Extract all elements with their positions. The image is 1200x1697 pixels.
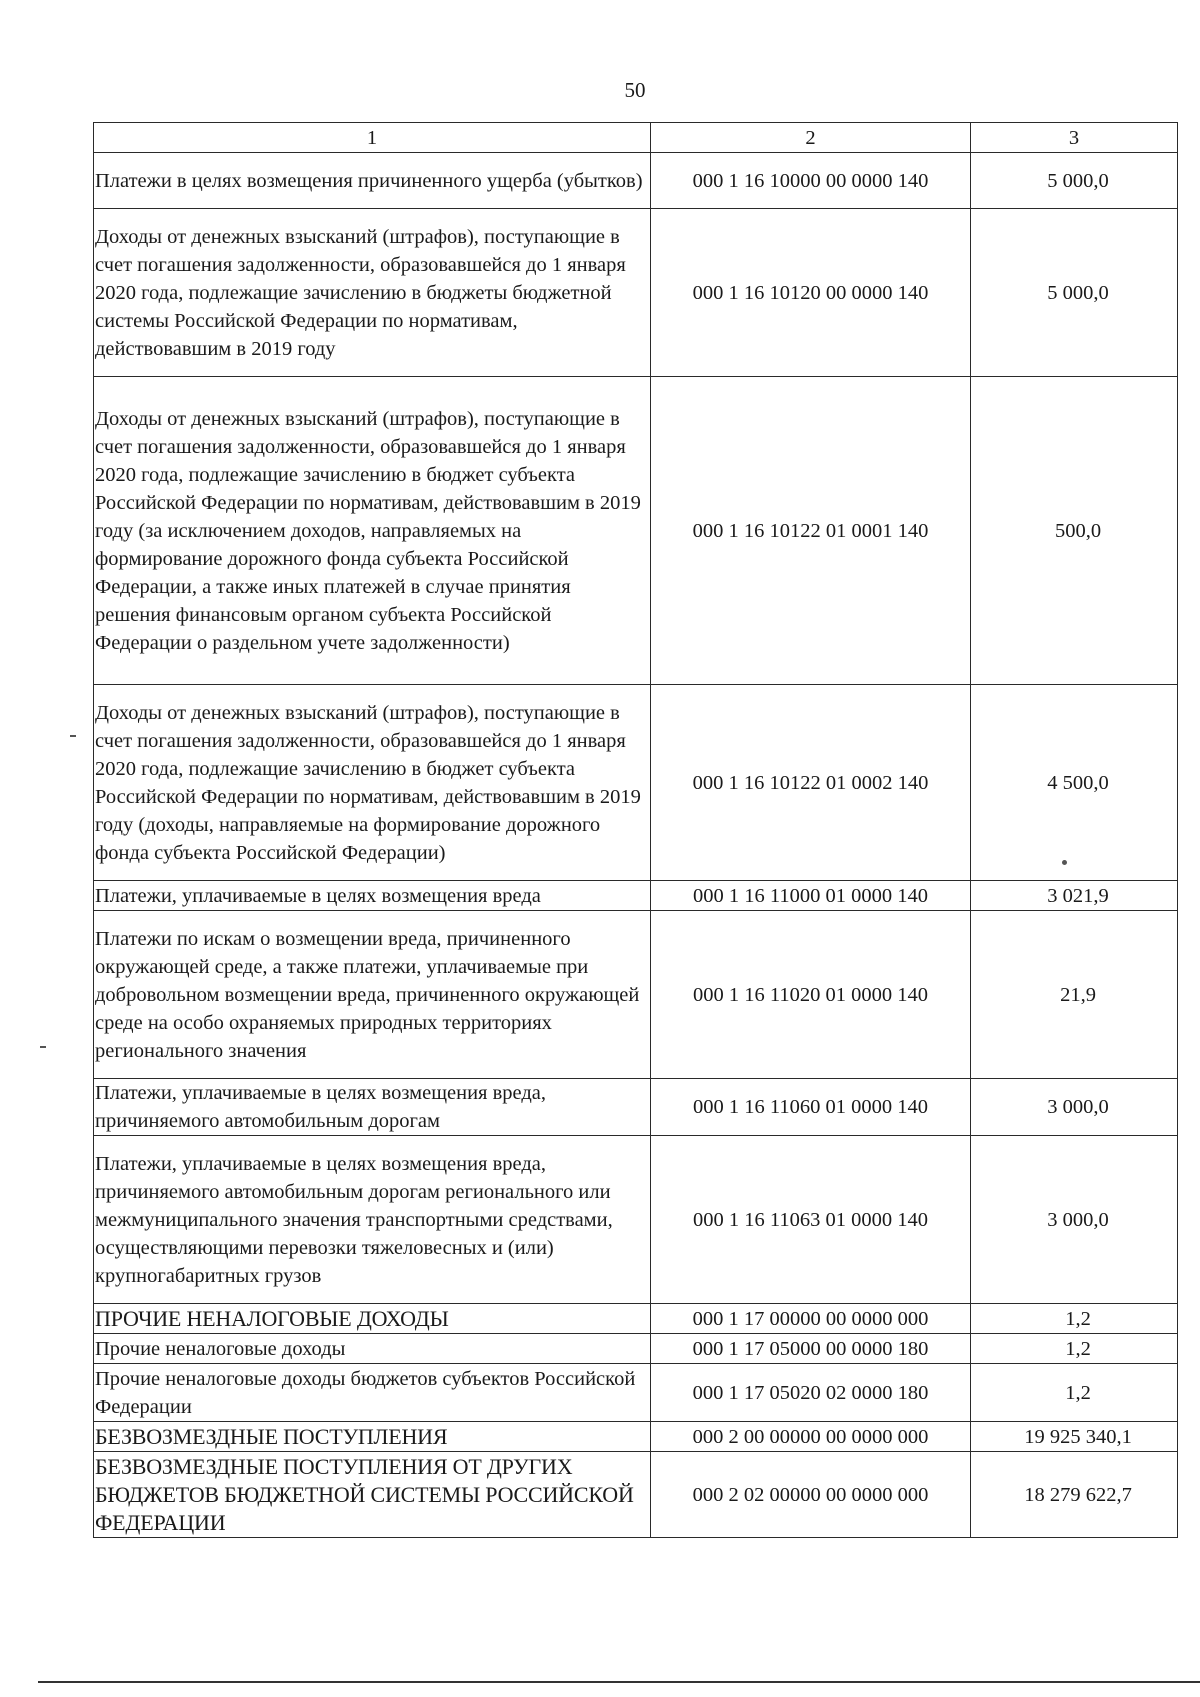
row-name: Платежи в целях возмещения причиненного ущерба (убытков) [94, 153, 651, 209]
bottom-rule [38, 1681, 1200, 1683]
row-code: 000 1 16 11063 01 0000 140 [651, 1136, 971, 1304]
table-row [94, 1304, 1178, 1334]
row-code: 000 1 16 10120 00 0000 140 [651, 209, 971, 377]
row-name: Прочие неналоговые доходы бюджетов субъектов Российской Федерации [94, 1364, 651, 1422]
table-row [94, 1079, 1178, 1136]
row-amount: 21,9 [971, 911, 1178, 1079]
table-row [94, 911, 1178, 1079]
header-row [94, 123, 1178, 153]
scan-mark [1062, 860, 1067, 865]
row-name: Прочие неналоговые доходы [94, 1334, 651, 1364]
row-amount: 3 000,0 [971, 1079, 1178, 1136]
row-amount: 500,0 [971, 377, 1178, 685]
row-code: 000 1 16 10000 00 0000 140 [651, 153, 971, 209]
row-code: 000 1 16 10122 01 0002 140 [651, 685, 971, 881]
table-row [94, 153, 1178, 209]
row-name: БЕЗВОЗМЕЗДНЫЕ ПОСТУПЛЕНИЯ ОТ ДРУГИХ БЮДЖЕТОВ БЮДЖЕТНОЙ СИСТЕМЫ РОССИЙСКОЙ ФЕДЕРАЦИИ [94, 1452, 651, 1538]
scan-mark [70, 735, 76, 737]
row-name: Платежи, уплачиваемые в целях возмещения вреда, причиняемого автомобильным дорогам регионального или межмуниципального значения транспортными средствами, осуществляющими перевозки тяжеловесных и (или) крупногабаритных грузов [94, 1136, 651, 1304]
header-col-2: 2 [651, 123, 971, 153]
page-number: 50 [624, 78, 646, 102]
row-name: Платежи, уплачиваемые в целях возмещения вреда [94, 881, 651, 911]
row-amount: 19 925 340,1 [971, 1422, 1178, 1452]
row-name: ПРОЧИЕ НЕНАЛОГОВЫЕ ДОХОДЫ [94, 1304, 651, 1334]
row-name: Доходы от денежных взысканий (штрафов), поступающие в счет погашения задолженности, образовавшейся до 1 января 2020 года, подлежащие зачислению в бюджеты бюджетной системы Российской Федерации по нормативам, действовавшим в 2019 году [94, 209, 651, 377]
row-code: 000 1 16 11020 01 0000 140 [651, 911, 971, 1079]
row-amount: 18 279 622,7 [971, 1452, 1178, 1538]
row-code: 000 1 17 00000 00 0000 000 [651, 1304, 971, 1334]
row-amount: 1,2 [971, 1304, 1178, 1334]
row-amount: 5 000,0 [971, 153, 1178, 209]
row-amount: 1,2 [971, 1334, 1178, 1364]
table-row [94, 1364, 1178, 1422]
header-col-3: 3 [971, 123, 1178, 153]
row-name: Доходы от денежных взысканий (штрафов), поступающие в счет погашения задолженности, образовавшейся до 1 января 2020 года, подлежащие зачислению в бюджет субъекта Российской Федерации по нормативам, действовавшим в 2019 году (доходы, направляемые на формирование дорожного фонда субъекта Российской Федерации) [94, 685, 651, 881]
row-amount: 5 000,0 [971, 209, 1178, 377]
revenue-table [93, 122, 1178, 1538]
table-row [94, 1452, 1178, 1538]
row-amount: 3 000,0 [971, 1136, 1178, 1304]
table-row [94, 1334, 1178, 1364]
row-code: 000 1 17 05000 00 0000 180 [651, 1334, 971, 1364]
table-row [94, 881, 1178, 911]
row-amount: 3 021,9 [971, 881, 1178, 911]
row-code: 000 2 00 00000 00 0000 000 [651, 1422, 971, 1452]
row-amount: 1,2 [971, 1364, 1178, 1422]
row-amount: 4 500,0 [971, 685, 1178, 881]
table-row [94, 209, 1178, 377]
row-code: 000 1 16 11060 01 0000 140 [651, 1079, 971, 1136]
row-code: 000 2 02 00000 00 0000 000 [651, 1452, 971, 1538]
row-code: 000 1 16 10122 01 0001 140 [651, 377, 971, 685]
scan-mark [40, 1046, 46, 1048]
row-name: БЕЗВОЗМЕЗДНЫЕ ПОСТУПЛЕНИЯ [94, 1422, 651, 1452]
row-name: Доходы от денежных взысканий (штрафов), поступающие в счет погашения задолженности, образовавшейся до 1 января 2020 года, подлежащие зачислению в бюджет субъекта Российской Федерации по нормативам, действовавшим в 2019 году (за исключением доходов, направляемых на формирование дорожного фонда субъекта Российской Федерации, а также иных платежей в случае принятия решения финансовым органом субъекта Российской Федерации о раздельном учете задолженности) [94, 377, 651, 685]
table-header [94, 123, 1178, 153]
table-row [94, 685, 1178, 881]
row-name: Платежи по искам о возмещении вреда, причиненного окружающей среде, а также платежи, уплачиваемые при добровольном возмещении вреда, причиненного окружающей среде на особо охраняемых природных территориях регионального значения [94, 911, 651, 1079]
header-col-1: 1 [94, 123, 651, 153]
table-row [94, 377, 1178, 685]
row-code: 000 1 17 05020 02 0000 180 [651, 1364, 971, 1422]
row-name: Платежи, уплачиваемые в целях возмещения вреда, причиняемого автомобильным дорогам [94, 1079, 651, 1136]
table-row [94, 1136, 1178, 1304]
table-body [94, 153, 1178, 1538]
row-code: 000 1 16 11000 01 0000 140 [651, 881, 971, 911]
table-row [94, 1422, 1178, 1452]
